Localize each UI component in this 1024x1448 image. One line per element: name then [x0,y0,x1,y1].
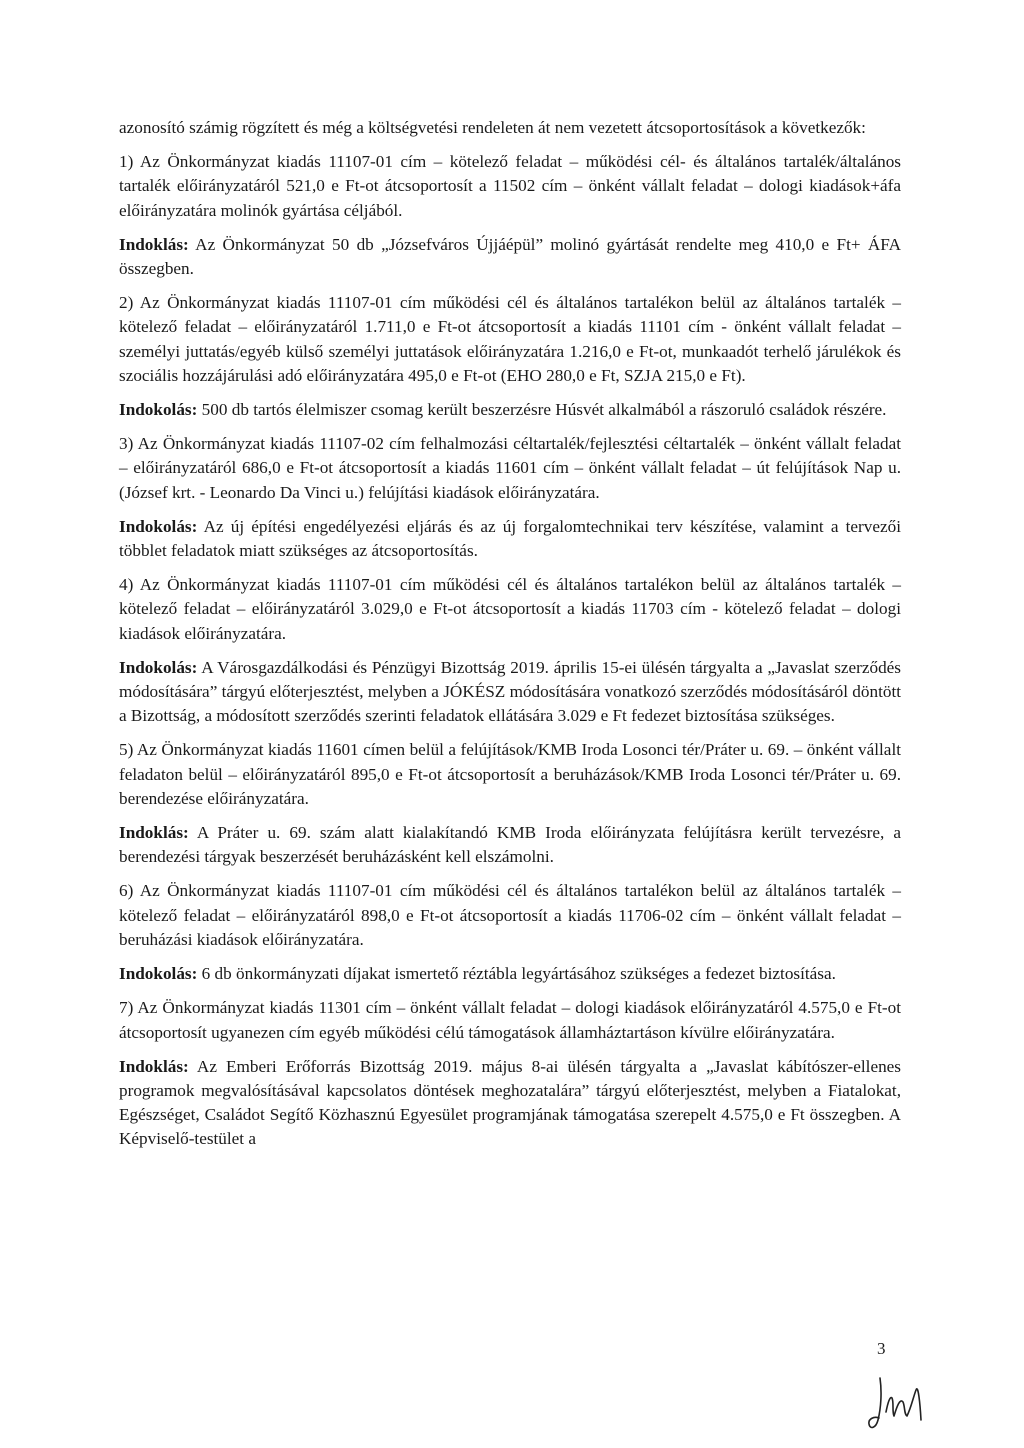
reason-label: Indoklás: [119,823,189,843]
intro-paragraph: azonosító számig rögzített és még a költségvetési rendeleten át nem vezetett átcsoportosítások a következők: [119,118,866,137]
reason-label: Indoklás: [119,234,189,254]
item-1-reason [119,233,901,281]
reason-label: Indokolás: [119,400,198,420]
reason-text: Az új építési engedélyezési eljárás és az új forgalomtechnikai terv készítése, valamint a tervezői többlet feladatok miatt szükséges az átcsoportosítás. [119,516,901,561]
reason-text: A Városgazdálkodási és Pénzügyi Bizottság 2019. április 15-ei ülésén tárgyalta a „Javaslat szerződés módosítására” tárgyú előterjesztést, melyben a JÓKÉSZ módosítására vonatkozó szerződés módosításáról döntött a Bizottság, a módosított szerződés szerinti feladatok ellátására 3.029 e Ft fedezet biztosítása szükséges. [119,657,902,726]
item-7-reason [119,1055,901,1152]
reason-label: Indokolás: [119,964,198,984]
reason-text: 6 db önkormányzati díjakat ismertető réztábla legyártásához szükséges a fedezet biztosítása. [201,964,836,984]
item-1-text: 1) Az Önkormányzat kiadás 11107-01 cím – kötelező feladat – működési cél- és általános tartalék/általános tartalék előirányzatáról 521,0 e Ft-ot átcsoportosít a 11502 cím – önként vállalt feladat – dologi kiadások+áfa előirányzatára molinók gyártása céljából. [119,152,901,220]
document-body [119,116,901,1162]
item-5-reason [119,821,901,869]
item-4-text: 4) Az Önkormányzat kiadás 11107-01 cím működési cél és általános tartalékon belül az általános tartalék – kötelező feladat – előirányzatáról 3.029,0 e Ft-ot átcsoportosít a kiadás 11703 cím - kötelező feladat – dologi kiadások előirányzatára. [119,575,901,643]
signature-initials [866,1372,926,1434]
reason-text: Az Emberi Erőforrás Bizottság 2019. május 8-ai ülésén tárgyalta a „Javaslat kábítószer-ellenes programok megvalósításával kapcsolatos döntések meghozatalára” tárgyú előterjesztést, melyben a Fiatalokat, Egészséget, Családot Segítő Közhasznú Egyesület programjának támogatása szerepelt 4.575,0 e Ft összegben. A Képviselő-testület a [119,1056,901,1149]
reason-text: A Práter u. 69. szám alatt kialakítandó KMB Iroda előirányzata felújításra került tervezésre, a berendezési tárgyak beszerzését beruházásként kell elszámolni. [119,823,901,867]
reason-text: Az Önkormányzat 50 db „Józsefváros Újjáépül” molinó gyártását rendelte meg 410,0 e Ft+ ÁFA összegben. [119,234,901,279]
reason-label: Indoklás: [119,1056,189,1076]
item-4-reason [119,656,901,729]
item-7-text: 7) Az Önkormányzat kiadás 11301 cím – önként vállalt feladat – dologi kiadások előirányzatáról 4.575,0 e Ft-ot átcsoportosít ugyanezen cím egyéb működési célú támogatások államháztartáson kívülre előirányzatára. [119,998,901,1042]
reason-text: 500 db tartós élelmiszer csomag került beszerzésre Húsvét alkalmából a rászoruló családok részére. [201,400,887,420]
reason-label: Indokolás: [119,516,198,536]
item-6-reason [119,962,901,986]
page-number: 3 [877,1339,886,1358]
item-5-text: 5) Az Önkormányzat kiadás 11601 címen belül a felújítások/KMB Iroda Losonci tér/Práter u. 69. – önként vállalt feladaton belül – előirányzatáról 895,0 e Ft-ot átcsoportosít a beruházások/KMB Iroda Losonci tér/Práter u. 69. berendezése előirányzatára. [119,740,901,808]
reason-label: Indokolás: [119,657,198,677]
item-2-reason [119,398,901,422]
item-2-text: 2) Az Önkormányzat kiadás 11107-01 cím működési cél és általános tartalékon belül az általános tartalék – kötelező feladat – előirányzatáról 1.711,0 e Ft-ot átcsoportosít a kiadás 11101 cím - önként vállalt feladat – személyi juttatás/egyéb külső személyi juttatások előirányzatára 1.216,0 e Ft-ot, munkaadót terhelő járulékok és szociális hozzájárulási adó előirányzatára 495,0 e Ft-ot (EHO 280,0 e Ft, SZJA 215,0 e Ft). [119,293,901,385]
item-6-text: 6) Az Önkormányzat kiadás 11107-01 cím működési cél és általános tartalékon belül az általános tartalék – kötelező feladat – előirányzatáról 898,0 e Ft-ot átcsoportosít a kiadás 11706-02 cím – önként vállalt feladat – beruházási kiadások előirányzatára. [119,881,901,949]
item-3-text: 3) Az Önkormányzat kiadás 11107-02 cím felhalmozási céltartalék/fejlesztési céltartalék – önként vállalt feladat – előirányzatáról 686,0 e Ft-ot átcsoportosít a kiadás 11601 cím – önként vállalt feladat – út felújítások Nap u. (József krt. - Leonardo Da Vinci u.) felújítási kiadások előirányzatára. [119,434,901,502]
item-3-reason [119,515,901,563]
